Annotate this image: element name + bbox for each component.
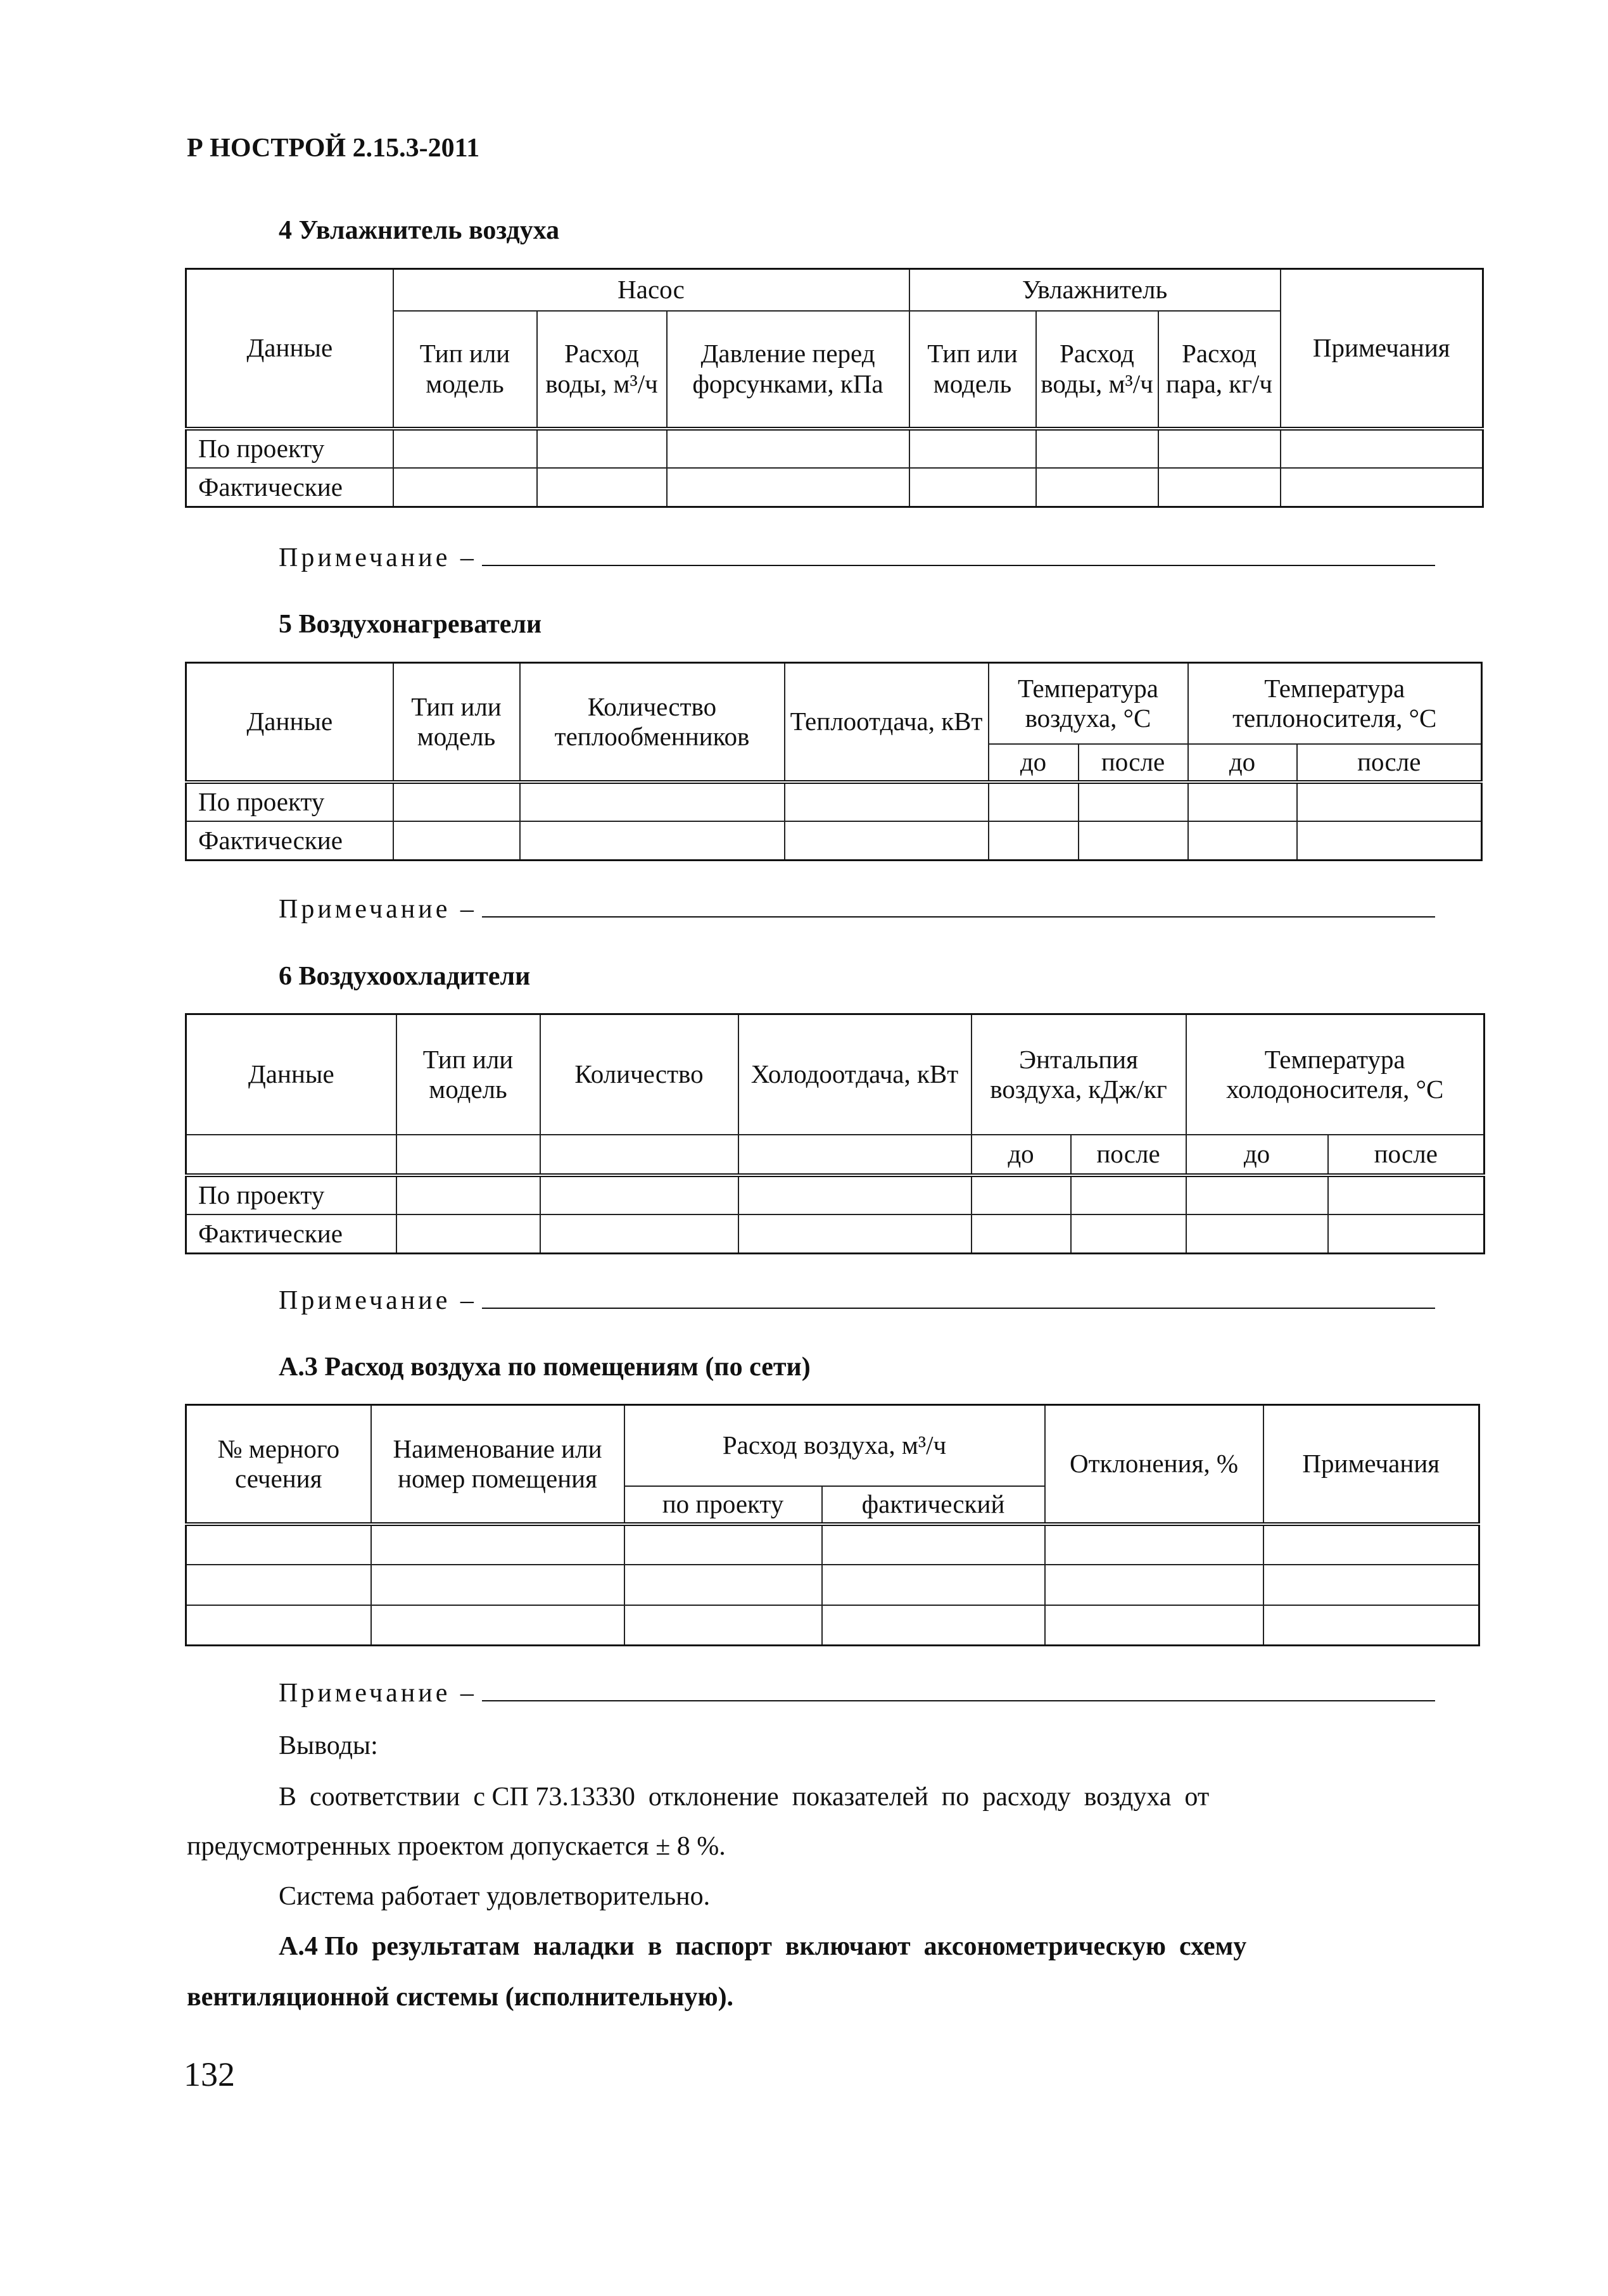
- col-cold: Холодоотдача, кВт: [738, 1014, 972, 1135]
- col-hum-type: Тип или модель: [909, 311, 1036, 429]
- row-label: По проекту: [186, 429, 393, 468]
- col-by-project: по проекту: [624, 1486, 822, 1524]
- col-type: Тип или модель: [393, 663, 520, 782]
- row-label: По проекту: [186, 1175, 396, 1214]
- note-line: [279, 543, 1435, 573]
- col-after: после: [1071, 1135, 1186, 1175]
- col-hum-steam: Расход пара, кг/ч: [1158, 311, 1281, 429]
- col-notes: Примечания: [1281, 269, 1483, 429]
- document-header: Р НОСТРОЙ 2.15.3-2011: [187, 134, 480, 163]
- col-pump-pressure: Давление перед форсунками, кПа: [667, 311, 909, 429]
- note-line: [279, 1285, 1435, 1316]
- col-pump-type: Тип или модель: [393, 311, 537, 429]
- col-pump-flow: Расход воды, м³/ч: [537, 311, 667, 429]
- air-flow-table: [185, 1404, 1480, 1646]
- row-label: Фактические: [186, 1214, 396, 1254]
- col-count: Количество: [540, 1014, 738, 1135]
- col-coolant-temp: Температура холодоносителя, °С: [1186, 1014, 1485, 1135]
- col-after: после: [1328, 1135, 1485, 1175]
- col-section-no: № мерного сечения: [186, 1405, 371, 1524]
- col-before: до: [989, 744, 1079, 782]
- col-enthalpy: Энтальпия воздуха, кДж/кг: [972, 1014, 1186, 1135]
- conclusions-p2: Система работает удовлетворительно.: [279, 1882, 711, 1911]
- col-deviation: Отклонения, %: [1045, 1405, 1263, 1524]
- col-flow: Расход воздуха, м³/ч: [624, 1405, 1045, 1486]
- page-number: 132: [184, 2055, 235, 2093]
- col-notes: Примечания: [1263, 1405, 1479, 1524]
- col-hum-water: Расход воды, м³/ч: [1036, 311, 1158, 429]
- conclusions-p1-start: В соответствии с СП 73.13330 отклонение показателей по расходу воздуха от: [279, 1782, 1210, 1812]
- col-after: после: [1079, 744, 1188, 782]
- a4-line2: вентиляционной системы (исполнительную).: [187, 1983, 734, 2012]
- coolers-table: [185, 1013, 1485, 1254]
- col-heat: Теплоотдача, кВт: [785, 663, 989, 782]
- col-pump: Насос: [393, 269, 909, 311]
- col-data: Данные: [186, 663, 393, 782]
- row-label: По проекту: [186, 782, 393, 821]
- col-count: Количество теплообменников: [520, 663, 785, 782]
- note-label: Примечание –: [279, 1286, 477, 1315]
- col-humidifier: Увлажнитель: [909, 269, 1281, 311]
- humidifier-table: [185, 268, 1484, 508]
- section-a3-title: А.3 Расход воздуха по помещениям (по сети): [279, 1353, 811, 1382]
- col-after: после: [1297, 744, 1482, 782]
- heaters-table: [185, 662, 1483, 861]
- section-4-title: 4 Увлажнитель воздуха: [279, 216, 560, 245]
- note-line: [279, 894, 1435, 924]
- section-5-title: 5 Воздухонагреватели: [279, 610, 542, 639]
- note-line: [279, 1678, 1435, 1708]
- row-label: Фактические: [186, 468, 393, 507]
- note-label: Примечание –: [279, 895, 477, 924]
- section-6-title: 6 Воздухоохладители: [279, 962, 531, 991]
- col-before: до: [972, 1135, 1071, 1175]
- note-label: Примечание –: [279, 1679, 477, 1708]
- col-type: Тип или модель: [396, 1014, 540, 1135]
- col-data: Данные: [186, 1014, 396, 1135]
- note-label: Примечание –: [279, 543, 477, 572]
- row-label: Фактические: [186, 821, 393, 861]
- col-data: Данные: [186, 269, 393, 429]
- conclusions-p1-end: предусмотренных проектом допускается ± 8 %.: [187, 1832, 726, 1861]
- conclusions-label: Выводы:: [279, 1731, 378, 1760]
- col-carrier-temp: Температура теплоносителя, °С: [1188, 663, 1482, 744]
- col-air-temp: Температура воздуха, °С: [989, 663, 1188, 744]
- col-actual: фактический: [822, 1486, 1045, 1524]
- a4-line1: А.4 По результатам наладки в паспорт включают аксонометрическую схему: [279, 1932, 1247, 1961]
- col-before: до: [1186, 1135, 1328, 1175]
- col-room: Наименование или номер помещения: [371, 1405, 624, 1524]
- col-before: до: [1188, 744, 1297, 782]
